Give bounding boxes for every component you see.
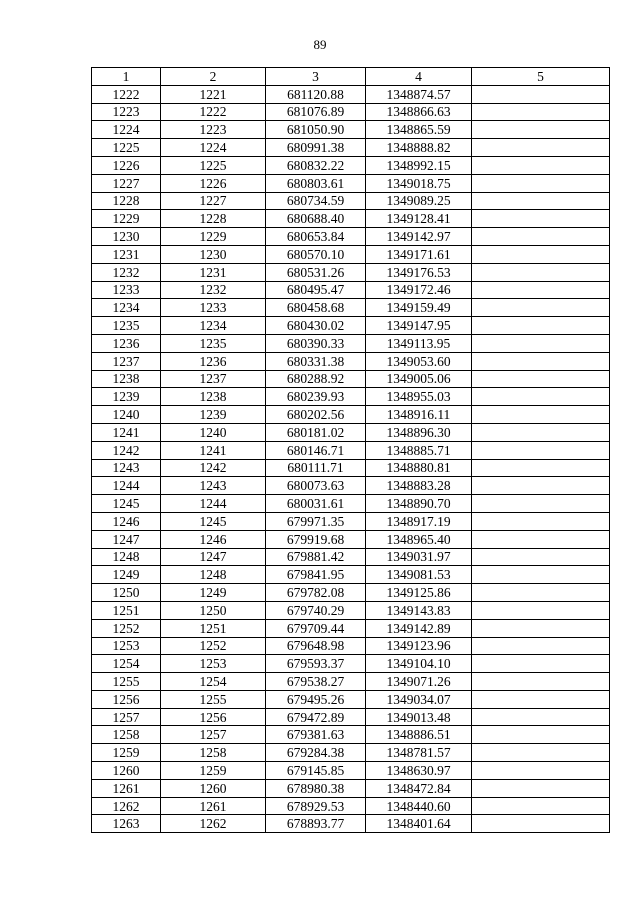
table-cell: 1250 [161, 601, 266, 619]
table-cell: 1224 [92, 121, 161, 139]
table-cell [472, 352, 610, 370]
table-cell: 680832.22 [266, 156, 366, 174]
table-cell: 1240 [92, 406, 161, 424]
table-cell: 1225 [161, 156, 266, 174]
table-cell: 1249 [161, 584, 266, 602]
column-header: 3 [266, 68, 366, 86]
table-cell: 1262 [161, 815, 266, 833]
table-cell: 681050.90 [266, 121, 366, 139]
table-cell: 1235 [161, 334, 266, 352]
table-cell [472, 156, 610, 174]
table-cell: 1260 [161, 779, 266, 797]
table-cell: 1348916.11 [366, 406, 472, 424]
table-cell [472, 103, 610, 121]
table-cell: 1348885.71 [366, 441, 472, 459]
table-cell: 1229 [92, 210, 161, 228]
table-cell: 679709.44 [266, 619, 366, 637]
table-cell: 680653.84 [266, 228, 366, 246]
table-cell: 1349142.89 [366, 619, 472, 637]
coordinates-table [91, 67, 610, 833]
table-cell [472, 512, 610, 530]
table-cell [472, 495, 610, 513]
table-cell: 1247 [92, 530, 161, 548]
table-row [92, 459, 610, 477]
table-cell: 1349147.95 [366, 317, 472, 335]
table-row [92, 815, 610, 833]
table-cell [472, 726, 610, 744]
table-row [92, 156, 610, 174]
table-cell: 679919.68 [266, 530, 366, 548]
table-cell: 678929.53 [266, 797, 366, 815]
table-cell: 1238 [161, 388, 266, 406]
table-cell: 1348865.59 [366, 121, 472, 139]
table-cell: 680803.61 [266, 174, 366, 192]
table-cell: 1238 [92, 370, 161, 388]
table-cell [472, 370, 610, 388]
table-row [92, 139, 610, 157]
table-cell: 679648.98 [266, 637, 366, 655]
table-cell: 1349018.75 [366, 174, 472, 192]
table-row [92, 673, 610, 691]
table-cell: 1253 [92, 637, 161, 655]
table-cell: 1250 [92, 584, 161, 602]
table-cell: 1349053.60 [366, 352, 472, 370]
table-cell: 1237 [161, 370, 266, 388]
table-cell: 1222 [161, 103, 266, 121]
column-header: 4 [366, 68, 472, 86]
table-cell [472, 815, 610, 833]
table-row [92, 281, 610, 299]
table-cell: 1221 [161, 85, 266, 103]
table-cell [472, 174, 610, 192]
table-row [92, 334, 610, 352]
table-cell [472, 708, 610, 726]
table-cell: 1261 [161, 797, 266, 815]
table-row [92, 317, 610, 335]
table-cell: 1256 [92, 690, 161, 708]
table-cell: 1258 [92, 726, 161, 744]
table-cell: 1227 [92, 174, 161, 192]
table-cell: 1243 [92, 459, 161, 477]
table-cell: 1348880.81 [366, 459, 472, 477]
table-cell: 679381.63 [266, 726, 366, 744]
table-cell: 1223 [161, 121, 266, 139]
table-row [92, 441, 610, 459]
table-cell: 1349128.41 [366, 210, 472, 228]
table-cell: 1348886.51 [366, 726, 472, 744]
table-cell: 1248 [92, 548, 161, 566]
table-row [92, 619, 610, 637]
table-cell: 1348888.82 [366, 139, 472, 157]
table-cell: 1236 [161, 352, 266, 370]
table-cell: 680073.63 [266, 477, 366, 495]
table-cell: 1241 [92, 423, 161, 441]
table-cell: 1245 [161, 512, 266, 530]
table-cell: 1233 [161, 299, 266, 317]
table-row [92, 726, 610, 744]
table-cell: 680111.71 [266, 459, 366, 477]
table-cell: 1349171.61 [366, 245, 472, 263]
table-cell: 1262 [92, 797, 161, 815]
table-cell: 1240 [161, 423, 266, 441]
table-cell: 1230 [161, 245, 266, 263]
table-cell: 1348866.63 [366, 103, 472, 121]
table-cell: 680390.33 [266, 334, 366, 352]
table-cell: 1349123.96 [366, 637, 472, 655]
table-cell: 1242 [161, 459, 266, 477]
table-cell: 1242 [92, 441, 161, 459]
table-row [92, 370, 610, 388]
table-cell [472, 245, 610, 263]
table-cell: 1348896.30 [366, 423, 472, 441]
table-cell [472, 317, 610, 335]
table-cell: 679538.27 [266, 673, 366, 691]
table-cell: 680202.56 [266, 406, 366, 424]
table-cell: 1257 [161, 726, 266, 744]
table-cell: 680031.61 [266, 495, 366, 513]
table-cell: 1348992.15 [366, 156, 472, 174]
table-cell: 679593.37 [266, 655, 366, 673]
table-row [92, 690, 610, 708]
table-cell: 679881.42 [266, 548, 366, 566]
table-body [92, 85, 610, 832]
table-row [92, 495, 610, 513]
table-cell: 678893.77 [266, 815, 366, 833]
table-cell: 680458.68 [266, 299, 366, 317]
table-cell: 1232 [161, 281, 266, 299]
table-cell [472, 548, 610, 566]
table-cell: 1258 [161, 744, 266, 762]
table-cell: 1244 [92, 477, 161, 495]
table-row [92, 762, 610, 780]
table-cell: 679971.35 [266, 512, 366, 530]
table-cell: 1349143.83 [366, 601, 472, 619]
table-header-row [92, 68, 610, 86]
table-cell [472, 690, 610, 708]
table-cell [472, 334, 610, 352]
table-row [92, 103, 610, 121]
table-cell [472, 584, 610, 602]
table-cell: 679740.29 [266, 601, 366, 619]
column-header: 1 [92, 68, 161, 86]
table-row [92, 779, 610, 797]
table-cell [472, 441, 610, 459]
table-cell: 1255 [92, 673, 161, 691]
table-row [92, 548, 610, 566]
table-cell: 680331.38 [266, 352, 366, 370]
table-cell: 1349104.10 [366, 655, 472, 673]
table-cell: 1251 [92, 601, 161, 619]
table-cell: 1349071.26 [366, 673, 472, 691]
table-cell: 681120.88 [266, 85, 366, 103]
table-cell [472, 655, 610, 673]
table-cell: 1348781.57 [366, 744, 472, 762]
table-cell: 1234 [161, 317, 266, 335]
table-cell: 1248 [161, 566, 266, 584]
table-cell: 1348965.40 [366, 530, 472, 548]
table-cell [472, 530, 610, 548]
table-cell: 681076.89 [266, 103, 366, 121]
table-cell: 1237 [92, 352, 161, 370]
table-row [92, 121, 610, 139]
table-cell: 1349034.07 [366, 690, 472, 708]
table-cell: 1349089.25 [366, 192, 472, 210]
table-cell: 680430.02 [266, 317, 366, 335]
table-cell: 1349159.49 [366, 299, 472, 317]
table-cell [472, 423, 610, 441]
table-row [92, 406, 610, 424]
table-cell: 1261 [92, 779, 161, 797]
table-cell [472, 139, 610, 157]
table-row [92, 566, 610, 584]
table-cell: 679145.85 [266, 762, 366, 780]
table-cell [472, 210, 610, 228]
table-cell: 1245 [92, 495, 161, 513]
table-cell: 1223 [92, 103, 161, 121]
table-cell: 1348883.28 [366, 477, 472, 495]
table-cell: 1349113.95 [366, 334, 472, 352]
table-cell: 1348440.60 [366, 797, 472, 815]
table-cell: 1349176.53 [366, 263, 472, 281]
table-row [92, 708, 610, 726]
column-header: 2 [161, 68, 266, 86]
table-row [92, 263, 610, 281]
table-cell: 680991.38 [266, 139, 366, 157]
table-row [92, 388, 610, 406]
table-cell: 680531.26 [266, 263, 366, 281]
table-cell [472, 388, 610, 406]
table-cell [472, 263, 610, 281]
table-cell [472, 566, 610, 584]
table-cell [472, 192, 610, 210]
table-cell: 679472.89 [266, 708, 366, 726]
table-row [92, 744, 610, 762]
table-cell: 1236 [92, 334, 161, 352]
table-row [92, 637, 610, 655]
table-cell: 1244 [161, 495, 266, 513]
table-cell: 1259 [92, 744, 161, 762]
table-cell: 1349005.06 [366, 370, 472, 388]
table-cell [472, 477, 610, 495]
table-cell: 680570.10 [266, 245, 366, 263]
page-number: 89 [313, 37, 327, 52]
table-cell: 1348917.19 [366, 512, 472, 530]
table-row [92, 512, 610, 530]
table-row [92, 245, 610, 263]
table-cell: 1254 [92, 655, 161, 673]
table-cell: 680495.47 [266, 281, 366, 299]
table-cell: 1349125.86 [366, 584, 472, 602]
table-cell: 1247 [161, 548, 266, 566]
table-cell: 1348874.57 [366, 85, 472, 103]
table-cell [472, 619, 610, 637]
table-cell: 1348401.64 [366, 815, 472, 833]
table-cell: 1226 [92, 156, 161, 174]
table-cell: 1243 [161, 477, 266, 495]
column-header: 5 [472, 68, 610, 86]
table-cell [472, 299, 610, 317]
table-cell: 1349142.97 [366, 228, 472, 246]
table-row [92, 477, 610, 495]
table-cell [472, 601, 610, 619]
table-row [92, 192, 610, 210]
table-cell: 1246 [92, 512, 161, 530]
table-cell: 1249 [92, 566, 161, 584]
table-cell: 1231 [161, 263, 266, 281]
table-row [92, 530, 610, 548]
table-row [92, 655, 610, 673]
table-cell: 1348630.97 [366, 762, 472, 780]
table-cell: 1252 [161, 637, 266, 655]
table-row [92, 85, 610, 103]
table-cell: 679782.08 [266, 584, 366, 602]
table-cell: 1228 [92, 192, 161, 210]
table-cell [472, 779, 610, 797]
table-row [92, 228, 610, 246]
table-row [92, 584, 610, 602]
table-cell: 1239 [161, 406, 266, 424]
table-cell [472, 637, 610, 655]
table-cell [472, 281, 610, 299]
table-cell: 1233 [92, 281, 161, 299]
table-row [92, 423, 610, 441]
table-cell: 1348955.03 [366, 388, 472, 406]
table-cell: 1222 [92, 85, 161, 103]
table-cell: 1232 [92, 263, 161, 281]
table-cell: 1348890.70 [366, 495, 472, 513]
table-cell: 1241 [161, 441, 266, 459]
table-cell [472, 797, 610, 815]
table-cell: 1228 [161, 210, 266, 228]
table-cell: 1231 [92, 245, 161, 263]
table-cell: 1349013.48 [366, 708, 472, 726]
table-cell: 680734.59 [266, 192, 366, 210]
table-cell: 1253 [161, 655, 266, 673]
table-cell: 1229 [161, 228, 266, 246]
table-row [92, 601, 610, 619]
table-cell: 679841.95 [266, 566, 366, 584]
table-cell: 1254 [161, 673, 266, 691]
table-cell: 1226 [161, 174, 266, 192]
table-cell: 1260 [92, 762, 161, 780]
table-cell: 1348472.84 [366, 779, 472, 797]
table-cell: 1251 [161, 619, 266, 637]
table-cell [472, 762, 610, 780]
table-cell: 1255 [161, 690, 266, 708]
table-cell: 679495.26 [266, 690, 366, 708]
table-row [92, 174, 610, 192]
table-cell [472, 744, 610, 762]
table-cell: 680239.93 [266, 388, 366, 406]
table-row [92, 797, 610, 815]
table-cell: 680146.71 [266, 441, 366, 459]
table-cell: 1263 [92, 815, 161, 833]
table-cell: 1230 [92, 228, 161, 246]
table-cell: 1227 [161, 192, 266, 210]
table-cell: 679284.38 [266, 744, 366, 762]
table-cell: 1252 [92, 619, 161, 637]
table-cell: 1225 [92, 139, 161, 157]
table-row [92, 299, 610, 317]
table-cell [472, 228, 610, 246]
table-cell [472, 673, 610, 691]
table-row [92, 210, 610, 228]
table-cell: 1257 [92, 708, 161, 726]
table-cell: 1256 [161, 708, 266, 726]
table-cell: 1349172.46 [366, 281, 472, 299]
table-cell: 1235 [92, 317, 161, 335]
table-cell: 1239 [92, 388, 161, 406]
table-cell [472, 406, 610, 424]
table-cell: 680288.92 [266, 370, 366, 388]
table-cell: 678980.38 [266, 779, 366, 797]
table-cell [472, 121, 610, 139]
table-cell: 1349081.53 [366, 566, 472, 584]
table-cell: 680181.02 [266, 423, 366, 441]
table-row [92, 352, 610, 370]
table-cell [472, 459, 610, 477]
table-cell: 1224 [161, 139, 266, 157]
table-cell: 1349031.97 [366, 548, 472, 566]
table-cell: 1259 [161, 762, 266, 780]
table-cell: 680688.40 [266, 210, 366, 228]
table-cell: 1246 [161, 530, 266, 548]
table-cell: 1234 [92, 299, 161, 317]
table-cell [472, 85, 610, 103]
